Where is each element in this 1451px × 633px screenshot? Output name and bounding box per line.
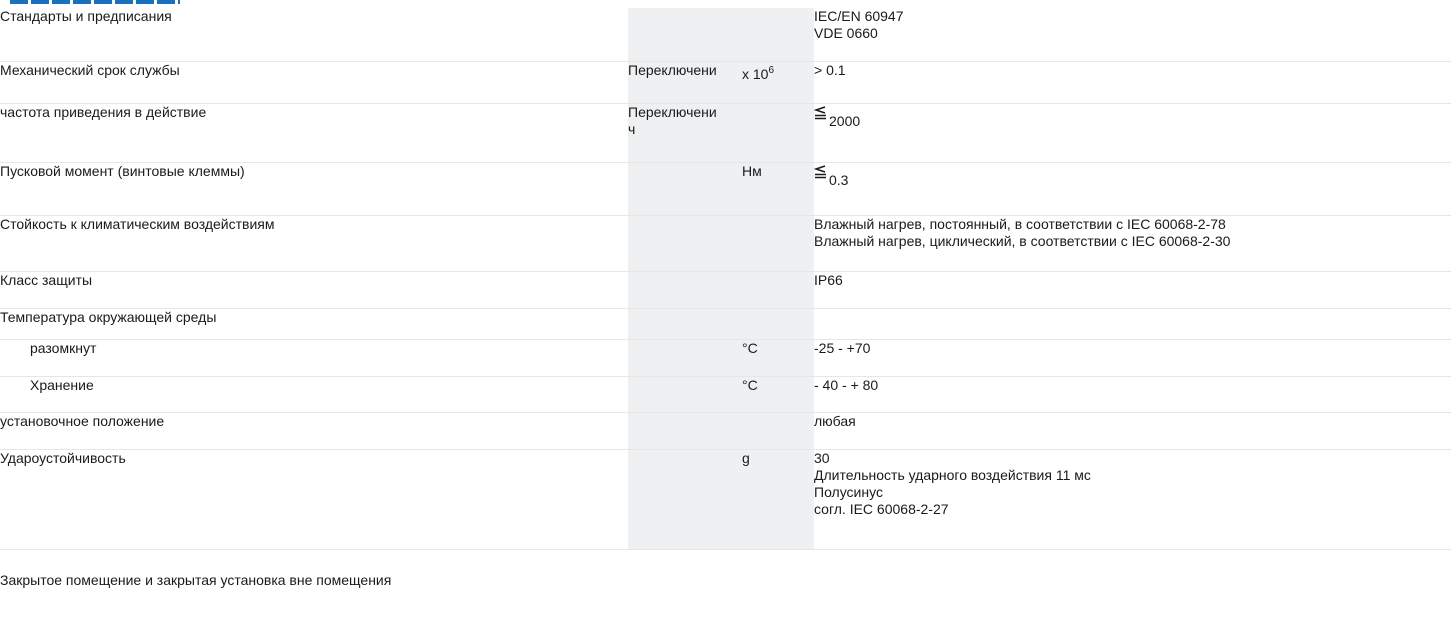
row-label: разомкнут [0,339,628,376]
unit-cell [628,103,742,162]
less-than-or-equal-icon [814,106,827,120]
unit-cell [742,8,814,61]
value-cell [814,162,1451,215]
unit-cell: °C [742,376,814,412]
value-line: IP66 [814,271,843,288]
row-label: установочное положение [0,412,628,449]
unit-cell: Переключени [628,61,742,103]
value-cell [814,271,1451,308]
value-cell [814,61,1451,103]
footer-note: Закрытое помещение и закрытая установка вне помещения [0,572,392,588]
row-label: Стойкость к климатическим воздействиям [0,215,628,271]
value-cell [814,449,1451,549]
table-row [0,215,1451,271]
unit-line: Переключени [628,103,717,120]
value-cell [814,412,1451,449]
row-label: Удароустойчивость [0,449,628,549]
table-row [0,162,1451,215]
table-row [0,103,1451,162]
value-cell [814,8,1451,61]
row-label: Пусковой момент (винтовые клеммы) [0,162,628,215]
table-row [0,308,1451,339]
value-line: -25 - +70 [814,339,871,356]
value-number: 0.3 [829,171,849,188]
value-line: любая [814,412,856,429]
unit-cell: g [742,449,814,549]
table-row [0,412,1451,449]
unit-multiplier: x 10 [742,65,769,82]
table-row [0,271,1451,308]
value-cell [814,103,1451,162]
unit-cell [628,215,742,271]
table-row [0,8,1451,61]
unit-cell [742,103,814,162]
row-label: Стандарты и предписания [0,8,628,61]
value-cell [814,308,1451,339]
row-label: Хранение [0,376,628,412]
value-line: согл. IEC 60068-2-27 [814,500,949,517]
row-label: Механический срок службы [0,61,628,103]
value-line: - 40 - + 80 [814,376,879,393]
row-label: Температура окружающей среды [0,308,628,339]
value-cell [814,215,1451,271]
value-line: IEC/EN 60947 [814,8,904,24]
value-cell [814,339,1451,376]
value-line: 30 [814,449,830,466]
value-line: Влажный нагрев, циклический, в соответствии с IEC 60068-2-30 [814,232,1231,249]
unit-cell [628,376,742,412]
specifications-table [0,8,1451,595]
unit-cell [628,449,742,549]
less-than-or-equal-icon [814,165,827,179]
unit-cell [628,308,742,339]
unit-line: ч [628,120,636,137]
unit-cell [742,271,814,308]
value-line: Полусинус [814,483,883,500]
table-row [0,376,1451,412]
row-label: частота приведения в действие [0,103,628,162]
unit-cell [742,215,814,271]
unit-cell [628,162,742,215]
row-label: Класс защиты [0,271,628,308]
table-row [0,61,1451,103]
unit-cell [628,339,742,376]
unit-exponent: 6 [768,64,775,76]
value-cell [814,376,1451,412]
unit-cell: Нм [742,162,814,215]
table-row [0,449,1451,549]
unit-cell [628,271,742,308]
table-row [0,339,1451,376]
value-number: 2000 [829,112,861,129]
unit-cell [742,61,814,103]
value-line: VDE 0660 [814,25,878,41]
unit-cell [742,308,814,339]
unit-cell [628,412,742,449]
unit-cell: °C [742,339,814,376]
unit-cell [742,412,814,449]
unit-cell [628,8,742,61]
table-row [0,549,1451,595]
header-accent-strip [0,0,1451,8]
value-line: Влажный нагрев, постоянный, в соответствии с IEC 60068-2-78 [814,215,1226,232]
value-line: > 0.1 [814,61,846,78]
value-line: Длительность ударного воздействия 11 мс [814,466,1091,483]
